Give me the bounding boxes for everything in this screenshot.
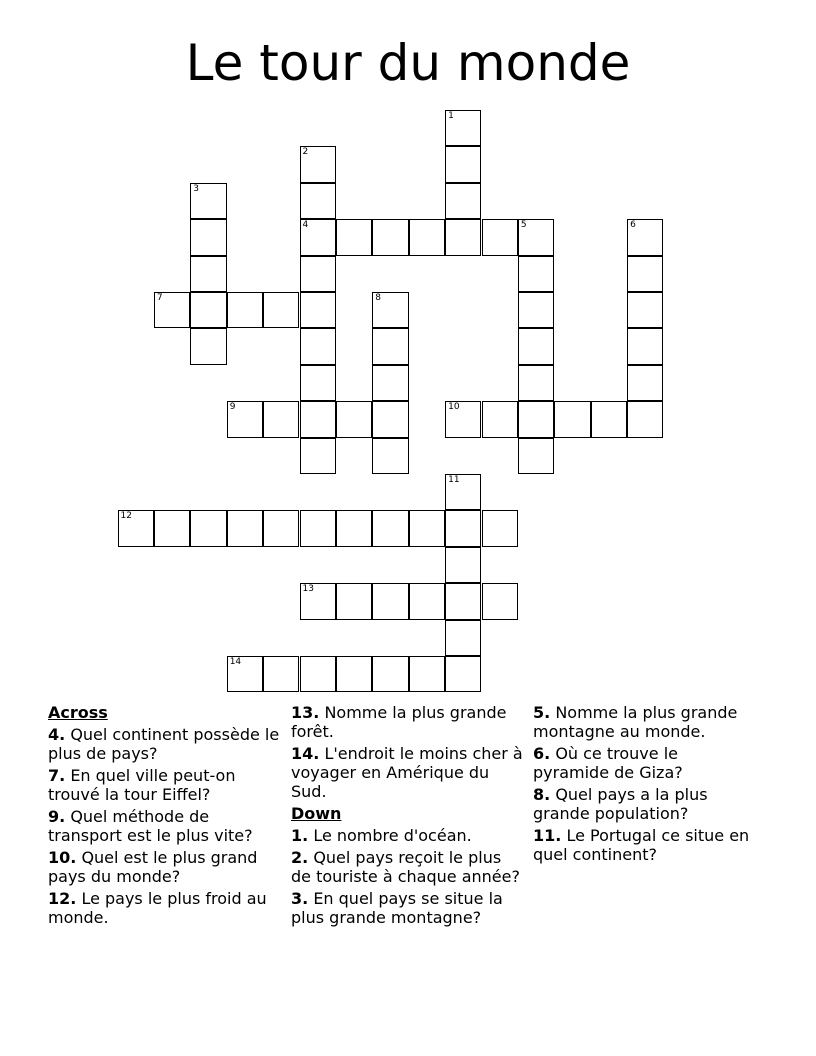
crossword-cell[interactable] xyxy=(154,510,190,546)
crossword-cell[interactable] xyxy=(372,219,408,255)
clue-down-2: 2. Quel pays reçoit le plus de touriste à chaque année? xyxy=(291,848,520,886)
crossword-cell[interactable] xyxy=(409,583,445,619)
crossword-cell[interactable] xyxy=(190,256,226,292)
clue-number: 4 xyxy=(302,220,309,231)
crossword-cell[interactable] xyxy=(627,328,663,364)
crossword-cell[interactable] xyxy=(300,146,336,182)
crossword-cell[interactable] xyxy=(300,510,336,546)
crossword-cell[interactable] xyxy=(482,401,518,437)
crossword-cell[interactable] xyxy=(445,656,481,692)
clue-across-14: 14. L'endroit le moins cher à voyager en Amérique du Sud. xyxy=(291,744,523,801)
crossword-cell[interactable] xyxy=(372,401,408,437)
crossword-cell[interactable] xyxy=(227,401,263,437)
clue-number: 6 xyxy=(630,220,636,231)
crossword-cell[interactable] xyxy=(190,510,226,546)
crossword-cell[interactable] xyxy=(154,292,190,328)
crossword-cell[interactable] xyxy=(190,183,226,219)
clue-number: 11 xyxy=(448,475,460,485)
crossword-cell[interactable] xyxy=(227,292,263,328)
crossword-cell[interactable] xyxy=(300,656,336,692)
crossword-cell[interactable] xyxy=(336,401,372,437)
clue-down-11: 11. Le Portugal ce situe en quel continent? xyxy=(533,826,750,864)
crossword-cell[interactable] xyxy=(372,328,408,364)
clue-number: 1 xyxy=(448,111,454,121)
crossword-cell[interactable] xyxy=(482,583,518,619)
clue-number: 3 xyxy=(193,183,200,194)
crossword-cell[interactable] xyxy=(518,401,554,437)
clue-down-8: 8. Quel pays a la plus grande population? xyxy=(533,785,708,823)
crossword-cell[interactable] xyxy=(518,438,554,474)
crossword-cell[interactable] xyxy=(372,292,408,328)
crossword-cell[interactable] xyxy=(300,583,336,619)
crossword-cell[interactable] xyxy=(445,110,481,146)
crossword-cell[interactable] xyxy=(227,656,263,692)
crossword-cell[interactable] xyxy=(300,365,336,401)
crossword-cell[interactable] xyxy=(372,438,408,474)
crossword-cell[interactable] xyxy=(190,292,226,328)
crossword-cell[interactable] xyxy=(372,656,408,692)
clue-column-2 xyxy=(291,703,523,930)
crossword-cell[interactable] xyxy=(518,365,554,401)
crossword-cell[interactable] xyxy=(445,510,481,546)
clue-number: 10 xyxy=(448,402,460,413)
clue-across-12: 12. Le pays le plus froid au monde. xyxy=(48,889,267,927)
crossword-cell[interactable] xyxy=(300,256,336,292)
crossword-cell[interactable] xyxy=(372,583,408,619)
crossword-cell[interactable] xyxy=(300,183,336,219)
crossword-cell[interactable] xyxy=(190,219,226,255)
crossword-cell[interactable] xyxy=(190,328,226,364)
crossword-cell[interactable] xyxy=(300,401,336,437)
clue-number: 8 xyxy=(375,293,382,303)
crossword-cell[interactable] xyxy=(445,401,481,437)
crossword-cell[interactable] xyxy=(263,510,299,546)
page-title: Le tour du monde xyxy=(185,34,631,92)
crossword-cell[interactable] xyxy=(482,219,518,255)
crossword-cell[interactable] xyxy=(263,656,299,692)
crossword-cell[interactable] xyxy=(445,183,481,219)
down-header: Down xyxy=(291,804,342,823)
clue-column-1 xyxy=(48,703,284,930)
crossword-cell[interactable] xyxy=(445,219,481,255)
crossword-cell[interactable] xyxy=(409,219,445,255)
clue-number: 12 xyxy=(120,511,132,522)
crossword-cell[interactable] xyxy=(372,510,408,546)
crossword-cell[interactable] xyxy=(336,656,372,692)
clue-number: 7 xyxy=(156,293,163,303)
crossword-cell[interactable] xyxy=(336,583,372,619)
crossword-cell[interactable] xyxy=(118,510,154,546)
clue-down-5: 5. Nomme la plus grande montagne au monde. xyxy=(533,703,738,741)
crossword-cell[interactable] xyxy=(409,656,445,692)
crossword-cell[interactable] xyxy=(518,328,554,364)
crossword-cell[interactable] xyxy=(627,256,663,292)
clue-across-7: 7. En quel ville peut-on trouvé la tour Eiffel? xyxy=(48,766,236,804)
clue-down-6: 6. Où ce trouve le pyramide de Giza? xyxy=(533,744,683,782)
crossword-cell[interactable] xyxy=(518,292,554,328)
clue-across-4: 4. Quel continent possède le plus de pays? xyxy=(48,725,280,763)
clue-column-3 xyxy=(533,703,759,867)
crossword-cell[interactable] xyxy=(445,146,481,182)
crossword-cell[interactable] xyxy=(445,547,481,583)
crossword-cell[interactable] xyxy=(300,438,336,474)
crossword-cell[interactable] xyxy=(336,510,372,546)
across-header: Across xyxy=(48,703,108,722)
crossword-cell[interactable] xyxy=(518,256,554,292)
crossword-cell[interactable] xyxy=(445,620,481,656)
crossword-cell[interactable] xyxy=(300,328,336,364)
crossword-cell[interactable] xyxy=(445,583,481,619)
crossword-cell[interactable] xyxy=(627,401,663,437)
crossword-cell[interactable] xyxy=(263,292,299,328)
clue-across-10: 10. Quel est le plus grand pays du monde? xyxy=(48,848,258,886)
crossword-cell[interactable] xyxy=(300,219,336,255)
crossword-cell[interactable] xyxy=(591,401,627,437)
crossword-cell[interactable] xyxy=(263,401,299,437)
crossword-cell[interactable] xyxy=(336,219,372,255)
clue-number: 5 xyxy=(520,220,527,231)
clue-down-3: 3. En quel pays se situe la plus grande montagne? xyxy=(291,889,503,927)
crossword-cell[interactable] xyxy=(445,474,481,510)
crossword-cell[interactable] xyxy=(627,365,663,401)
clue-number: 9 xyxy=(229,402,236,413)
clue-number: 13 xyxy=(302,584,314,595)
crossword-cell[interactable] xyxy=(627,219,663,255)
clue-number: 2 xyxy=(302,147,309,158)
clue-across-13: 13. Nomme la plus grande forêt. xyxy=(291,703,507,741)
clue-number: 14 xyxy=(229,657,242,667)
crossword-cell[interactable] xyxy=(372,365,408,401)
crossword-cell[interactable] xyxy=(227,510,263,546)
clue-down-1: 1. Le nombre d'océan. xyxy=(291,826,472,845)
crossword-cell[interactable] xyxy=(482,510,518,546)
crossword-cell[interactable] xyxy=(409,510,445,546)
crossword-cell[interactable] xyxy=(518,219,554,255)
crossword-cell[interactable] xyxy=(554,401,590,437)
clue-across-9: 9. Quel méthode de transport est le plus vite? xyxy=(48,807,253,845)
crossword-cell[interactable] xyxy=(627,292,663,328)
crossword-cell[interactable] xyxy=(300,292,336,328)
